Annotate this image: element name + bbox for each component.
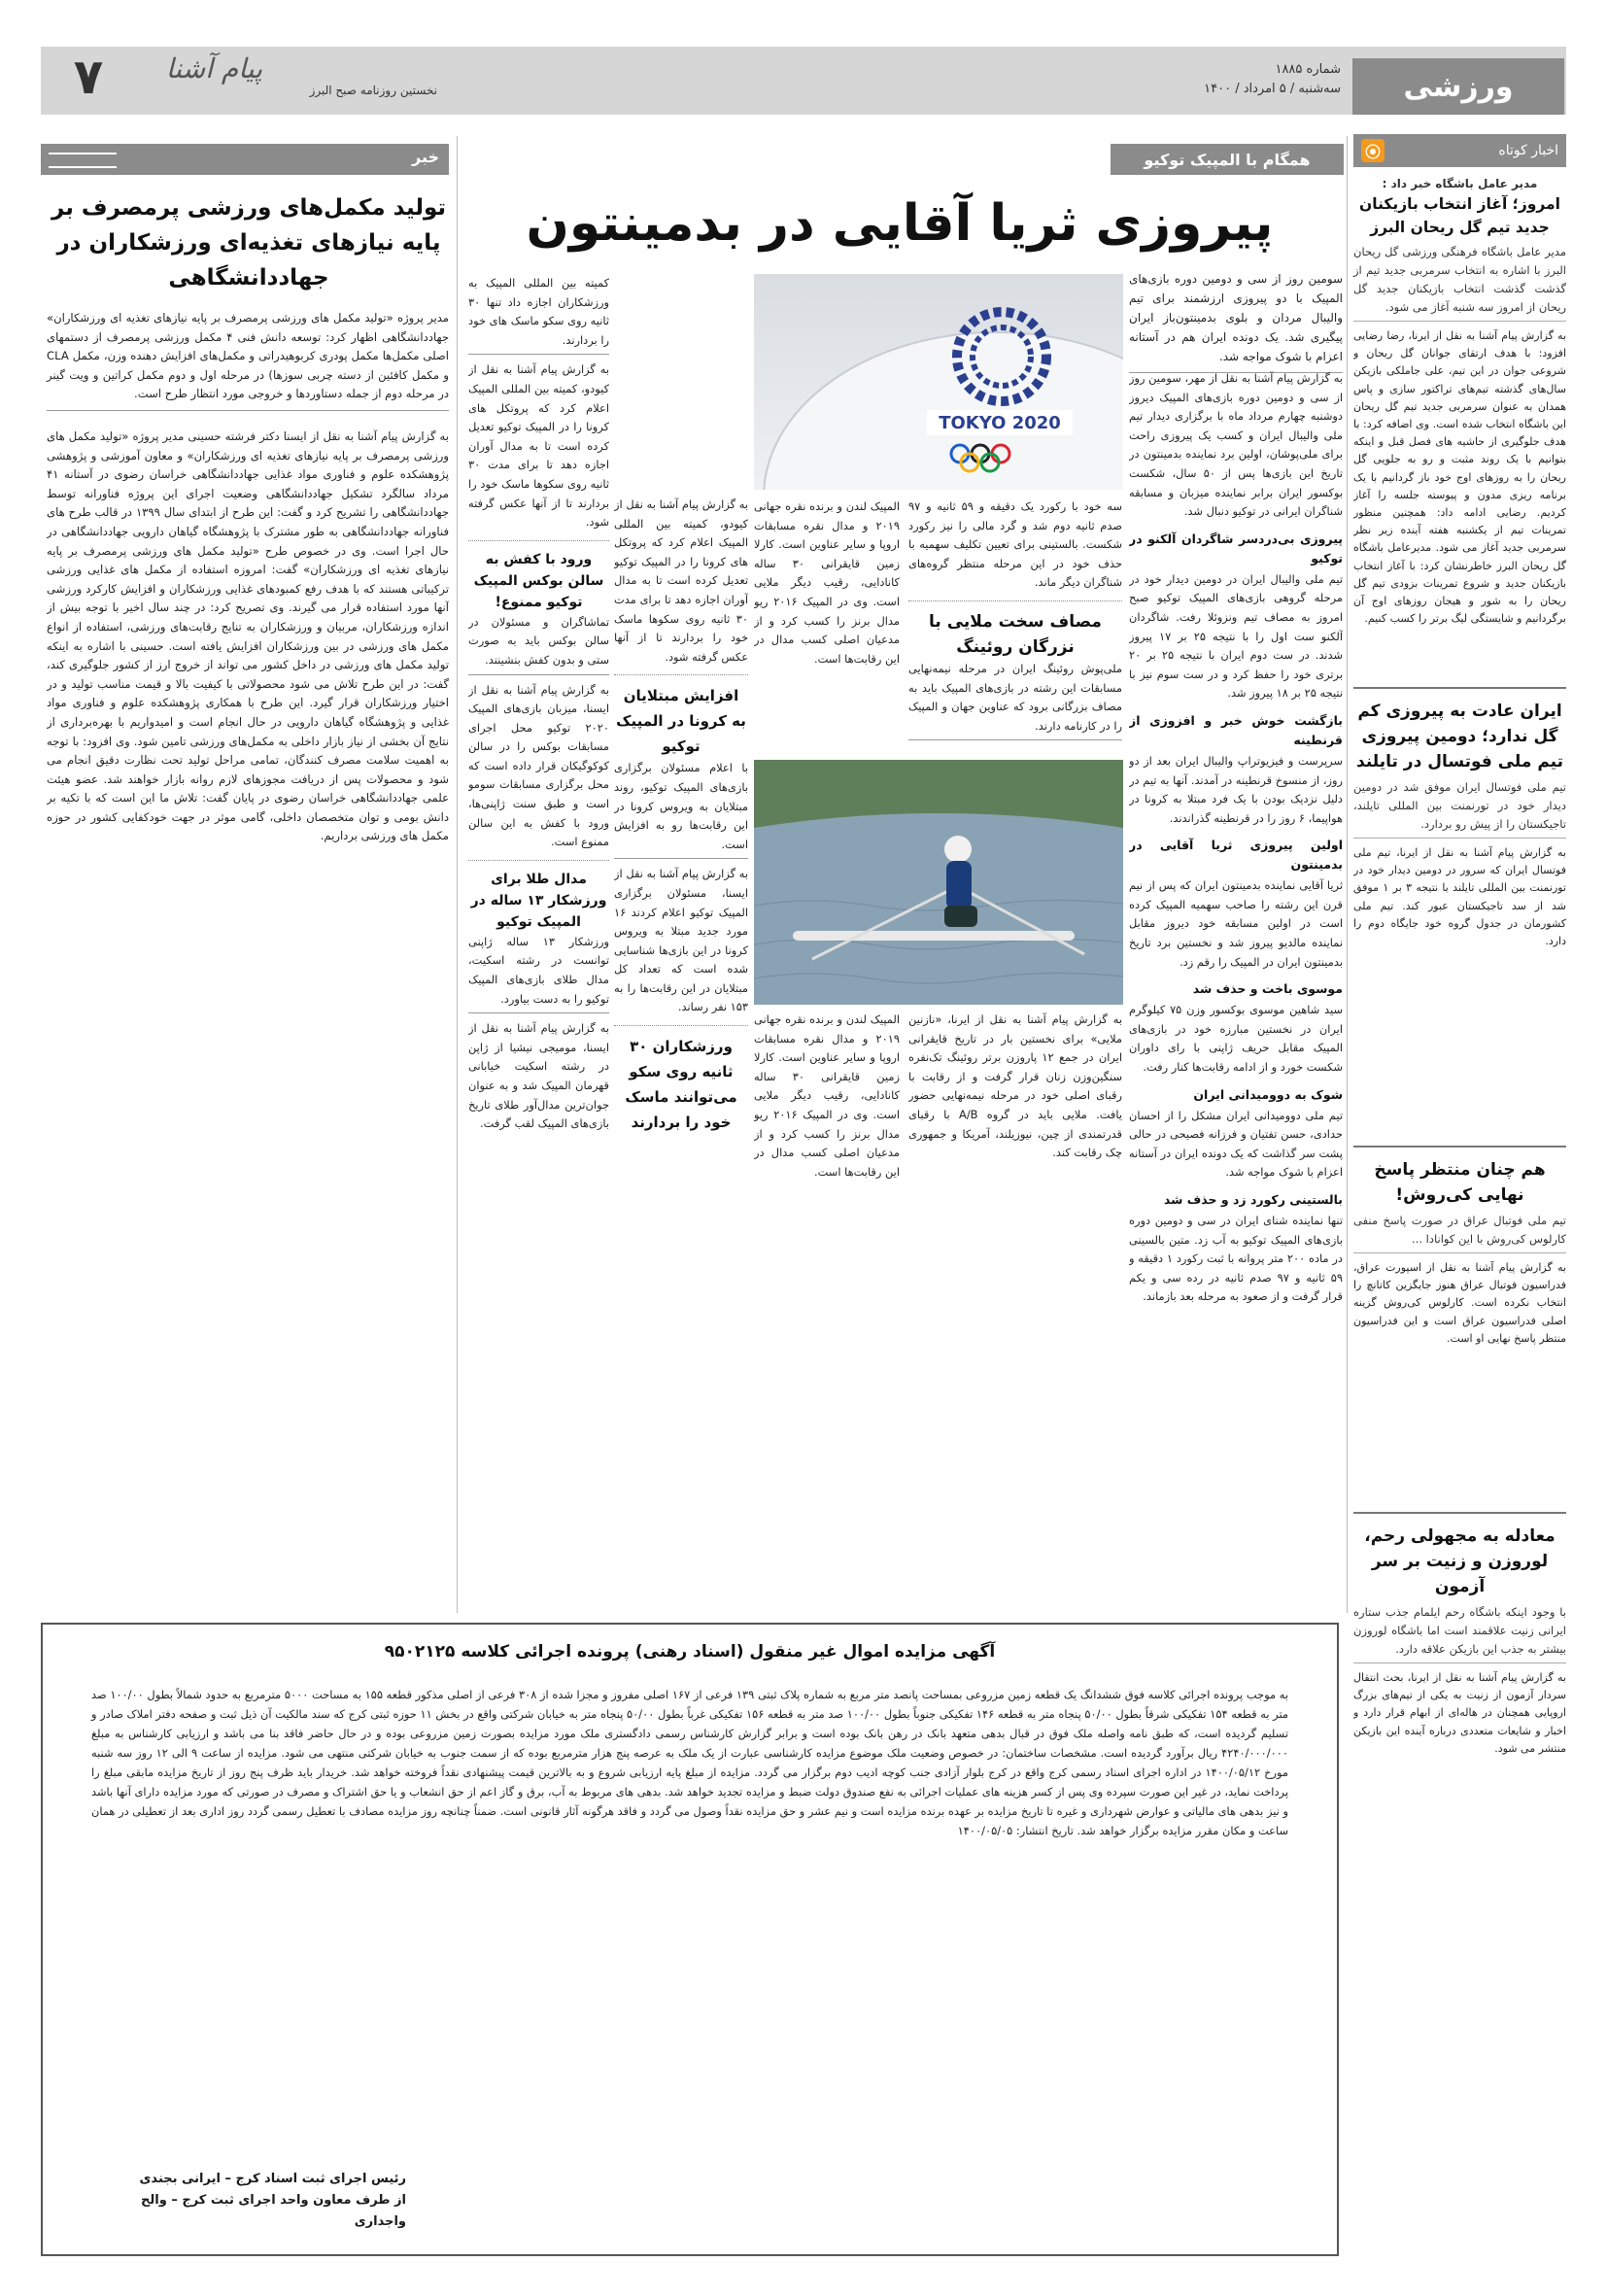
tokyo-emblem-illustration [754, 274, 1123, 490]
news-title: هم چنان منتظر پاسخ نهایی کی‌روش! [1374, 1160, 1546, 1205]
news-lead: تیم ملی فوتبال عراق در صورت پاسخ منفی کارلوس کی‌روش با این کوانادا ... [1353, 1212, 1566, 1253]
news-lead: تیم ملی فوتسال ایران موفق شد در دومین دیدار خود در تورنمنت بین المللی تایلند، تاجیکستان را از پیش رو بردارد. [1353, 778, 1566, 839]
header-rule [49, 153, 117, 168]
article-paragraph: سید شاهین موسوی بوکسور وزن ۷۵ کیلوگرم ایران در نخستین مبارزه خود در بازی‌های المپیک مقابل حریف ژاپنی با رای داوران شکست خورد و از ادامه رقابت‌ها کنار رفت. [1129, 1003, 1343, 1075]
divider [1353, 1146, 1566, 1148]
article-paragraph: تیم ملی والیبال ایران در دومین دیدار خود در مرحله گروهی بازی‌های المپیک توکیو صبح امروز به مصاف تیم ونزوئلا رفت. شاگردان آلکنو ست اول را با نتیجه ۲۵ بر ۱۷ پیروز شدند. در ست دوم ایران با نتیجه ۲۵ بر ۲۰ برتری خود را حفظ کرد و در ست سوم نیز با نتیجه ۲۵ بر ۱۸ پیروز شد. [1129, 571, 1343, 701]
article-paragraph: تنها نماینده شنای ایران در سی و دومین دوره بازی‌های المپیک توکیو به آب زد. متین بالسینی در ماده ۲۰۰ متر پروانه با ثبت رکورد ۱ دقیقه و ۵۹ ثانیه و ۹۷ صدم ثانیه در رده سی و یکم قرار گرفت و از صعود به مرحله بعد بازماند. [1129, 1214, 1343, 1304]
khabar-label: خبر [411, 148, 439, 166]
divider [1353, 1512, 1566, 1514]
rowing-photo [754, 760, 1123, 1005]
ioc-body: به گزارش پیام آشنا به نقل از کیودو، کمیته بین المللی المپیک اعلام کرد که پروتکل های کرونا را در المپیک توکیو تعدیل کرده است تا به مدال آوران اجازه دهد تا برای مدت ۳۰ ثانیه روی سکوها ماسک خود را بردارند تا از آنها عکس گرفته شود. [468, 362, 609, 530]
tokyo-caption: TOKYO 2020 [939, 413, 1061, 433]
short-news-label: اخبار کوتاه [1498, 143, 1558, 158]
issue-info [1117, 60, 1341, 99]
main-headline: پیروزی ثریا آقایی در بدمینتون [526, 194, 1274, 253]
article-paragraph: سه خود با رکورد یک دقیقه و ۵۹ ثانیه و ۹۷ صدم ثانیه دوم شد و گرد مالی را نیز رکورد شکست. بالستینی برای تعیین تکلیف سهمیه با حذف خود در این مرحله منتظر گروه‌های شناگران دیگر ماند. [908, 499, 1122, 590]
short-news-header [1353, 134, 1566, 167]
ioc-lead: کمیته بین المللی المپیک به ورزشکاران اجازه داد تنها ۳۰ ثانیه روی سکو ماسک های خود را بردارند. [468, 274, 609, 355]
skate-body: به گزارش پیام آشنا به نقل از ایسنا، مومیجی نیشیا از ژاپن در رشته اسکیت خیابانی قهرمان المپیک شد و به عنوان جوان‌ترین مدال‌آور طلای تاریخ بازی‌های المپیک لقب گرفت. [468, 1021, 609, 1131]
article-paragraph: ثریا آقایی نماینده بدمینتون ایران که پس از نیم قرن این رشته را صاحب سهمیه المپیک کرده است در اولین مسابقه خود دیروز مقابل نماینده مالدیو پیروز شد و نخستین برد تاریخ بدمینتون ایران در المپیک را رقم زد. [1129, 878, 1343, 969]
article-paragraph: المپیک لندن و برنده نقره جهانی ۲۰۱۹ و مدال نقره مسابقات اروپا و سایر عناوین است. کارلا زمین قایقرانی ۳۰ ساله کانادایی، رقیب دیگر ملایی است. وی در المپیک ۲۰۱۶ ریو مدال برنز را کسب کرد و از مدعیان اصلی کسب مدال در این رقابت‌ها است. [754, 1012, 900, 1179]
corona-column [614, 496, 748, 1593]
skate-lead: ورزشکار ۱۳ ساله ژاپنی توانست در رشته اسکیت، مدال طلای بازی‌های المپیک توکیو را به دست بیاورد. [468, 933, 609, 1013]
tokyo-2020-photo [754, 274, 1123, 490]
rss-icon: ⦿ [1361, 139, 1385, 162]
corona-title: افزایش مبتلایان به کرونا در المپیک توکیو [616, 687, 746, 756]
auction-title: آگهی مزایده اموال غیر منقول (اسناد رهنی) پرونده اجرائی کلاسه ۹۵۰۲۱۲۵ [384, 1642, 996, 1662]
brand-logo: پیام آشنا [165, 52, 262, 85]
news-title: ایران عادت به پیروزی کم گل ندارد؛ دومین پیروزی تیم ملی فوتسال در تایلند [1356, 702, 1563, 771]
skate-title: مدال طلا برای ورزشکار ۱۳ ساله در المپیک توکیو [470, 871, 607, 930]
mask-title: ورزشکاران ۳۰ ثانیه روی سکو می‌توانند ماسک خود را بردارند [625, 1038, 737, 1132]
khabar-lead: مدیر پروژه «تولید مکمل های ورزشی پرمصرف بر پایه نیازهای تغذیه ای ورزشکاران» جهاددانشگاهی اظهار کرد: توسعه دانش فنی ۴ مکمل ورزشی پرمصرف از دستمهای اصلی مکمل‌ها مکمل پودری کربوهیدراتی و مکمل‌های افزایش دهنده وزن، مکمل CLA و مکمل کافئین از دسته چربی سوزها) در مرحله اول و دوم مکمل کراتین و ویت گینر در مرحله دوم از جمله دستاوردها و خروجی مورد انتظار طرح است. [47, 309, 449, 411]
auction-body: به موجب پرونده اجرائی کلاسه فوق ششدانگ یک قطعه زمین مزروعی بمساحت پانصد متر مربع به شماره پلاک ثبتی ۱۳۹ فرعی از ۱۶۷ اصلی مفروز و مجزا شده از ۳۰۸ فرعی از اصلی مذکور قطعه ۱۵۵ به مساحت ۵۰۰۰ مترمربع به حدود شمالاً بطول ۱۰۰/۰۰ صد متر به قطعه ۱۵۴ تفکیکی شرقاً بطول ۵۰/۰۰ پنجاه متر به قطعه ۱۴۶ تفکیکی جنوباً بطول ۱۰۰/۰۰ صد متر به قطعه ۱۵۶ تفکیکی غرباً بطول ۵۰/۰۰ پنجاه متر به خیابان شرکتی واقع در بخش ۱۱ حوزه ثبتی کرج که سند مالکیت آن ذیل ثبت و صفحه دفتر املاک صادر و تسلیم گردیده است، که طبق نامه واصله ملک فوق در قبال بدهی متعهد بانک در رهن بانک بوده است و برابر گزارش کارشناس رسمی دادگستری ملک مورد مزایده بصورت زمین مزروعی بوده و در حال حاضر فاقد بنا می باشد و ارزیابی کارشناس به مبلغ ۴۲۴۰/۰۰۰/۰۰۰ ریال برآورد گردیده است. مشخصات ساختمان: در خصوص وضعیت ملک موضوع مزایده کارشناسی عبارت از یک ملک به عرصه پنج هزار مترمربع بوده که از سمت جنوب به خیابان شرکتی منتهی می شود. مزایده از ساعت ۹ الی ۱۲ روز سه شنبه مورخ ۱۴۰۰/۰۵/۱۲ در اداره اجرای اسناد رسمی کرج واقع در کرج بلوار آزادی جنب کوچه ادیب دوم برگزار می گردد. مزایده از مبلغ پایه ارزیابی شروع و به بالاترین قیمت پیشنهادی نقداً فروخته خواهد شد. خریدار باید ظرف پنج روز از تاریخ مزایده مابقی مبلغ را پرداخت نماید، در غیر این صورت سپرده وی پس از کسر هزینه های عملیات اجرائی به نفع صندوق دولت ضبط و مزایده تجدید خواهد شد. بدهی های مربوط به آب، برق و گاز اعم از حق انشعاب و یا حق اشتراک و مصرف در صورتی که مورد مزایده دارای آنها باشد و نیز بدهی های مالیاتی و عوارض شهرداری و غیره تا تاریخ مزایده بر عهده برنده مزایده است و نیم عشر و حق مزایده نقداً وصول می گردد و فاقد هرگونه آثار قانونی است. ضمناً چنانچه روز مزایده مصادف با تعطیل رسمی گردد روز اداری بعد از تعطیلی در همان ساعت و مکان مقرر مزایده برگزار خواهد شد. تاریخ انتشار: ۱۴۰۰/۰۵/۰۵ [91, 1688, 1289, 1837]
badminton-body [754, 1011, 900, 1593]
corona-body: به گزارش پیام آشنا به نقل از ایسنا، مسئولان برگزاری المپیک توکیو اعلام کردند ۱۶ مورد جدید مبتلا به ویروس کرونا در این بازی‌ها شناسایی شده است که تعداد کل مبتلایان در این رقابت‌ها را به ۱۵۳ نفر رساند. [614, 867, 748, 1014]
news-lead: با وجود اینکه باشگاه رحم ایلمام جذب ستاره ایرانی زنیت علاقمند است اما باشگاه لوروزن بیشتر به جذب این بازیکن علاقه دارد. [1353, 1603, 1566, 1663]
article-paragraph: به گزارش پیام آشنا به نقل از ایرنا، «نازنین ملایی» برای نخستین بار در تاریخ قایقرانی ایران در جمع ۱۲ پاروزن برتر روئینگ تک‌نفره سنگین‌وزن زنان قرار گرفت و از رقابت با رقبای اصلی خود در مرحله نیمه‌نهایی حضور یافت. ملایی باید در گروه A/B با رقبای قدرتمندی از چین، نیوزیلند، آمریکا و جمهوری چک رقابت کند. [908, 1012, 1122, 1160]
news-body: به گزارش پیام آشنا به نقل از ایرنا، تیم ملی فوتسال ایران که سرور در دومین دیدار خود در تورنمنت بین المللی تایلند با نتیجه ۳ بر ۱ موفق شد از سد تاجیکستان عبور کند. تیم ملی کشورمان در جدول گروه خود جایگاه دوم را دارد. [1353, 846, 1566, 948]
subhead: پیروزی بی‌دردسر شاگردان آلکنو در توکیو [1129, 531, 1343, 565]
auction-signature [95, 2169, 406, 2233]
article-paragraph: سرپرست و فیزیوتراپ والیبال ایران بعد از دو روز، از منسوخ قرنطینه در آمدند. آنها به تیم در دلیل نزدیک بودن با یک فرد مبتلا به کرونا در هواپیما، ۶ روز را در قرنطینه گذراندند. [1129, 753, 1343, 825]
article-paragraph: المپیک لندن و برنده نقره جهانی ۲۰۱۹ و مدال نقره مسابقات اروپا و سایر عناوین است. کارلا زمین قایقرانی ۳۰ ساله کانادایی، رقیب دیگر ملایی است. وی در المپیک ۲۰۱۶ ریو مدال برنز را کسب کرد و از مدعیان اصلی کسب مدال در این رقابت‌ها است. [754, 499, 900, 666]
page-number: ۷ [73, 49, 104, 105]
ioc-column [468, 274, 609, 1595]
news-body: به گزارش پیام آشنا به نقل از ایرنا، بحث انتقال سردار آزمون از زنیت به یکی از تیم‌های بزرگ اروپایی همچنان در هاله‌ای از ابهام قرار دارد و اخبار و شایعات متعددی درباره آینده این بازیکن منتشر می شود. [1353, 1671, 1566, 1755]
subhead: بازگشت خوش خبر و افزوزی از قرنطینه [1129, 712, 1343, 747]
boxing-title: ورود با کفش به سالن بوکس المپیک توکیو ممنوع! [473, 551, 604, 610]
olympics-banner: همگام با المپیک توکیو [1111, 144, 1344, 175]
signature-line: از طرف معاون واحد اجرای ثبت کرج – والح واجداری [141, 2193, 406, 2229]
subhead: اولین پیروزی ثریا آقایی در بدمینتون [1129, 838, 1343, 873]
main-lead: سومین روز از سی و دومین دوره بازی‌های المپیک با دو پیروزی ارزشمند برای تیم والیبال مردان و بلوی بدمینتون‌باز ایران پیگیری شد. یک دونده ایران هم در آستانه اعزام با شوک مواجه شد. [1129, 269, 1343, 373]
khabar-body: به گزارش پیام آشنا به نقل از ایسنا دکتر فرشته حسینی مدیر پروژه «تولید مکمل های ورزشی پرمصرف بر پایه نیازهای تغذیه ای ورزشکاران» و معاون آموزشی و پژوهشی پژوهشکده علوم و فناوری مواد غذایی جهاددانشگاهی خراسان رضوی در آستانه ۴۱ مرداد سالگرد تشکیل جهاددانشگاهی وضعیت اجرای این پروژه فناورانه توسط جهاددانشگاهی را تشریح کرد و گفت: این طرح از ابتدای سال ۱۳۹۹ در قالب طرح های فناورانه جهاددانشگاهی به طور مشترک با پژوهشگاه گیاهان دارویی جهاددانشگاهی در حال اجرا است. وی در خصوص طرح «تولید مکمل های ورزشی پرمصرف بر پایه نیازهای تغذیه ای ورزشکاران» گفت: امروزه استفاده از مکمل های غذایی ورزشی ترکیباتی هستند که با هدف رفع کمبودهای غذایی ورزشکاران و افزایش کارکرد ورزشی آنها مورد استفاده قرار می گیرند. وی تصریح کرد: در چند سال اخیر با توجه بیش از اندازه ورزشکاران، مربیان و ورزشکاران به تنایج رقابت‌های ورزشی، استفاده از انواع مکمل های ورزشی در بین ورزشکاران افزایش یافته است. حسینی با اشاره به اینکه تولید مکمل های ورزشی در داخل کشور می تواند از خروج ارز از کشور جلوگیری کند، گفت: در این طرح تلاش می شود محصولاتی با کیفیت بالا و قیمت مناسب تولید و در اختیار ورزشکاران قرار گیرد. این طرح با همکاری پژوهشکده علوم و فناوری مواد غذایی و پژوهشگاه گیاهان دارویی در حال انجام است و امیدواریم با بهره‌برداری از نتایج آن بخشی از نیاز بازار داخلی به مکمل‌های ورزشی تامین شود. وی افزود: با توجه به اهمیت سلامت مصرف کنندگان، تمامی مراحل تولید تحت نظارت دقیق انجام می شود و محصولات پس از دریافت مجوزهای لازم روانه بازار خواهند شد. عضو هیئت علمی جهاددانشگاهی خراسان رضوی در پایان گفت: تلاش ما این است که با تکیه بر دانش بومی و توان متخصصان داخلی، گامی موثر در جهت خودکفایی کشور در حوزه مکمل های ورزشی برداریم. [47, 429, 449, 843]
boxing-lead: تماشاگران و مسئولان در سالن بوکس باید به صورت ستی و بدون کفش بنشینند. [468, 613, 609, 675]
rower-illustration [754, 760, 1123, 1005]
subhead: شوک به دوومیدانی ایران [1193, 1086, 1343, 1102]
news-body: به گزارش پیام آشنا به نقل از ایرنا، رضا رضایی افزود: با هدف ارتقای جوانان گل ریحان و شروعی جوان در این تیم، علی جاملکی بازیکن سال‌های گذشته تیم‌های تراکتور سازی و پاس همدان به عنوان سرمربی جدید تیم گل ریحان این باشگاه انتخاب شده است. وی اضافه کرد: با هدف جلوگیری از حاشیه های فصل قبل و اینکه بتوانیم با یک روند مثبت و رو به جلویی گل ریحان را به روزهای اوج خود باز گردانیم با یک برنامه ریزی مدون و پیوسته جلسه را آغاز کردیم. رضایی ادامه داد: همچنین منظور تمرینات تیم از یکشنبه هفته آینده زیر نظر سرمربی جدید آغاز می شود. مدیرعامل باشگاه گل ریحان البرز خاطرنشان کرد: با آغاز انتخاب بازیکنان جدید و شروع تمرینات بزودی تیم گل ریحان را به شور و هیجان روزهای اوج آن برگردانیم و شایستگی لیگ برتر را کسب کنیم. [1353, 329, 1566, 626]
rowing-title: مصاف سخت ملایی با نزرگان روئینگ [929, 611, 1102, 657]
news-kicker: مدیر عامل باشگاه خبر داد : [1382, 177, 1538, 190]
article-body-right [1129, 369, 1343, 1593]
khabar-title: تولید مکمل‌های ورزشی پرمصرف بر پایه نیازهای تغذیه‌ای ورزشکاران در جهاددانشگاهی [51, 195, 447, 291]
issue-number: شماره ۱۸۸۵ [1275, 62, 1341, 77]
column-divider [1347, 136, 1348, 1613]
signature-line: رئیس اجرای ثبت اسناد کرج – ایرانی بجندی [139, 2172, 406, 2186]
rowing-body [908, 1011, 1122, 1593]
corona-lead: با اعلام مسئولان برگزاری بازی‌های المپیک توکیو، روند مبتلایان به ویروس کرونا در این رقابت‌ها رو به افزایش است. [614, 759, 748, 859]
brand-tagline: نخستین روزنامه صبح البرز [309, 84, 437, 97]
section-title: ورزشی [1352, 58, 1564, 115]
rowing-lead: ملی‌پوش روئینگ ایران در مرحله نیمه‌نهایی مسابقات این رشته در بازی‌های المپیک باید به مصاف بزرگانی برود که عناوین جهان و المپیک را در کارنامه دارند. [908, 660, 1122, 740]
divider [1353, 687, 1566, 689]
auction-ad [41, 1623, 1339, 2256]
article-paragraph: به گزارش پیام آشنا به نقل از کیودو، کمیته بین المللی المپیک اعلام کرد که پروتکل های کرونا را در المپیک توکیو تعدیل کرده است تا به مدال آوران اجازه دهد تا برای مدت ۳۰ ثانیه روی سکوها ماسک خود را بردارند تا از آنها عکس گرفته شود. [614, 497, 748, 664]
subhead: بالستینی رکورد زد و حذف شد [1163, 1192, 1343, 1207]
news-lead: مدیر عامل باشگاه فرهنگی ورزشی گل ریحان البرز با اشاره به انتخاب سرمربی جدید تیم از گذشت گذشت انتخاب بازیکنان جدید گل ریحان از امروز سه شنبه آغاز می شود. [1353, 243, 1566, 322]
article-paragraph: به گزارش پیام آشنا به نقل از مهر، سومین روز از سی و دومین دوره بازی‌های المپیک دیروز دوشنبه چهارم مرداد ماه با برگزاری دیدار تیم ملی والیبال ایران و کسب یک پیروزی راحت برای ملی‌پوشان، اولین برد نماینده بدمینتون در تاریخ این بازی‌ها پس از ۵۰ سال، شکست بوکسور ایران برابر نماینده میزبان و مسابقه شناگران ایرانی در توکیو دنبال شد. [1129, 371, 1343, 519]
article-column [754, 497, 900, 760]
news-title: معادله به مجهولی رحم، لوروزن و زنیت بر سر آزمون [1364, 1526, 1556, 1596]
subhead: موسوی باخت و حذف شد [1192, 981, 1343, 997]
masthead [0, 0, 1607, 124]
news-body: به گزارش پیام آشنا به نقل از اسپورت عراق، فدراسیون فوتبال عراق هنوز جایگزین کاتانچ را انتخاب نکرده است. کارلوس کی‌روش گزینه اصلی فدراسیون عراق است و این فدراسیون منتظر پاسخ نهایی او است. [1353, 1261, 1566, 1345]
boxing-body: به گزارش پیام آشنا به نقل از ایسنا، میزبان بازی‌های المپیک ۲۰۲۰ توکیو محل اجرای مسابقات بوکس را در سالن کوکوگیکان قرار داده است که محل برگزاری مسابقات سومو است و طبق سنت ژاپنی‌ها، ورود با کفش به این سالن ممنوع است. [468, 682, 609, 849]
article-paragraph: تیم ملی دوومیدانی ایران مشکل را از احسان حدادی، حسن تفتیان و فرزانه فصیحی در حالی پشت سر گذاشت که یک دونده ایران در آستانه اعزام با شوک مواجه شد. [1129, 1108, 1343, 1180]
issue-date: سه‌شنبه / ۵ امرداد / ۱۴۰۰ [1204, 82, 1341, 96]
short-news-column [1353, 134, 1566, 1755]
column-divider [457, 136, 458, 1613]
news-title: امروز؛ آغاز انتخاب بازیکنان جدید تیم گل ریحان البرز [1359, 195, 1560, 236]
